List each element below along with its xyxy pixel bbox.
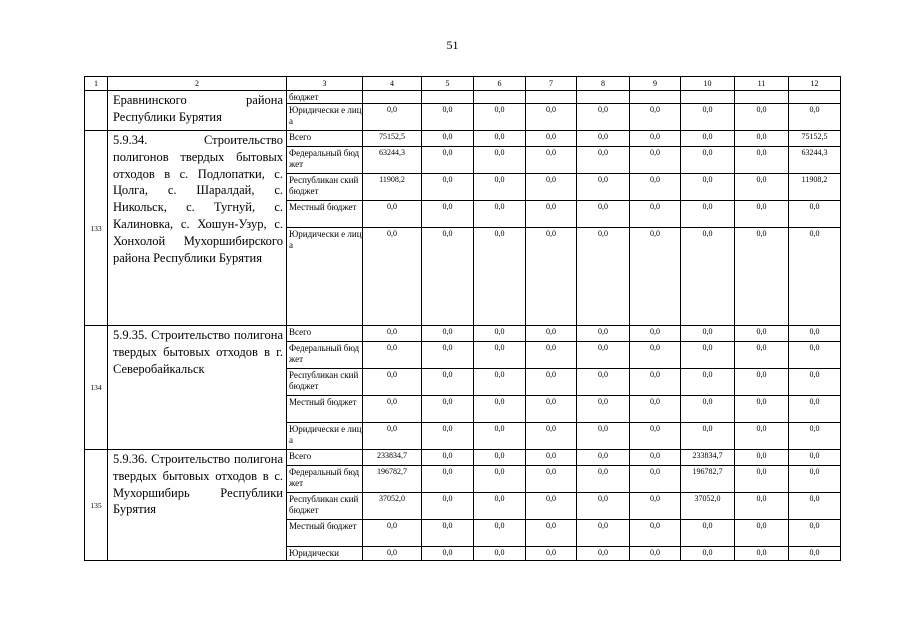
value-cell: 0,0	[681, 520, 735, 547]
value-cell: 0,0	[630, 228, 681, 326]
value-cell: 0,0	[474, 547, 526, 561]
value-cell: 0,0	[735, 450, 789, 466]
funding-source: Республикан ский бюджет	[287, 369, 363, 396]
value-cell: 0,0	[789, 228, 841, 326]
value-cell: 0,0	[526, 201, 577, 228]
value-cell: 0,0	[789, 493, 841, 520]
value-cell: 0,0	[526, 466, 577, 493]
value-cell: 0,0	[474, 201, 526, 228]
value-cell: 0,0	[363, 228, 422, 326]
value-cell: 0,0	[526, 131, 577, 147]
header-cell: 1	[85, 77, 108, 91]
value-cell: 0,0	[577, 520, 630, 547]
value-cell: 0,0	[630, 493, 681, 520]
value-cell: 0,0	[363, 104, 422, 131]
page-number: 51	[446, 38, 459, 52]
value-cell: 0,0	[577, 396, 630, 423]
value-cell: 0,0	[735, 147, 789, 174]
value-cell: 75152,5	[789, 131, 841, 147]
value-cell	[526, 91, 577, 104]
funding-source: Республикан ский бюджет	[287, 493, 363, 520]
measure-name: Еравнинского района Республики Бурятия	[113, 93, 283, 124]
value-cell: 0,0	[577, 228, 630, 326]
value-cell: 0,0	[735, 201, 789, 228]
value-cell: 0,0	[735, 493, 789, 520]
value-cell: 0,0	[577, 493, 630, 520]
table-row	[85, 91, 841, 104]
value-cell: 233834,7	[363, 450, 422, 466]
value-cell: 0,0	[735, 547, 789, 561]
value-cell: 0,0	[474, 466, 526, 493]
value-cell: 0,0	[526, 450, 577, 466]
value-cell: 0,0	[422, 493, 474, 520]
value-cell: 0,0	[526, 326, 577, 342]
value-cell: 0,0	[789, 369, 841, 396]
value-cell: 0,0	[577, 104, 630, 131]
value-cell: 0,0	[789, 326, 841, 342]
table-row	[85, 131, 841, 147]
value-cell: 0,0	[422, 547, 474, 561]
funding-source: Всего	[287, 131, 363, 147]
header-row	[85, 77, 841, 91]
value-cell: 0,0	[789, 342, 841, 369]
header-cell: 2	[108, 77, 287, 91]
value-cell: 0,0	[735, 520, 789, 547]
value-cell	[577, 91, 630, 104]
value-cell: 75152,5	[363, 131, 422, 147]
value-cell: 0,0	[630, 326, 681, 342]
value-cell: 0,0	[681, 147, 735, 174]
measure-name: 5.9.36. Строительство полигона твердых бытовых отходов в с. Мухоршибирь Республики Бурятия	[113, 452, 283, 517]
measure-name-cell	[108, 91, 287, 131]
value-cell: 0,0	[526, 104, 577, 131]
value-cell: 0,0	[577, 547, 630, 561]
value-cell: 0,0	[630, 104, 681, 131]
funding-source: Юридически е лица	[287, 423, 363, 450]
table-row	[85, 450, 841, 466]
measure-name: 5.9.34. Строительство полигонов твердых бытовых отходов в с. Подлопатки, с. Цолга, с. Шаралдай, с. Никольск, с. Тугнуй, с. Калиновка, с. Хошун-Узур, с. Хонхолой Мухоршибирского района Республики Бурятия	[113, 133, 283, 265]
value-cell: 0,0	[422, 326, 474, 342]
header-cell: 11	[735, 77, 789, 91]
value-cell: 0,0	[422, 423, 474, 450]
value-cell: 0,0	[474, 104, 526, 131]
value-cell: 0,0	[422, 396, 474, 423]
measure-name-cell	[108, 131, 287, 326]
value-cell: 0,0	[630, 466, 681, 493]
value-cell: 0,0	[474, 342, 526, 369]
value-cell: 0,0	[422, 369, 474, 396]
value-cell: 0,0	[630, 201, 681, 228]
value-cell: 0,0	[735, 228, 789, 326]
value-cell	[474, 91, 526, 104]
value-cell: 0,0	[735, 174, 789, 201]
value-cell: 0,0	[735, 369, 789, 396]
value-cell: 0,0	[681, 104, 735, 131]
value-cell: 0,0	[363, 342, 422, 369]
header-cell: 3	[287, 77, 363, 91]
funding-source: Местный бюджет	[287, 396, 363, 423]
value-cell: 0,0	[630, 342, 681, 369]
value-cell: 0,0	[422, 342, 474, 369]
value-cell	[681, 91, 735, 104]
value-cell: 0,0	[474, 131, 526, 147]
value-cell: 0,0	[422, 174, 474, 201]
measure-name-cell	[108, 326, 287, 450]
value-cell: 37052,0	[363, 493, 422, 520]
value-cell: 0,0	[422, 450, 474, 466]
funding-source: Юридически е лица	[287, 104, 363, 131]
header-cell: 7	[526, 77, 577, 91]
value-cell: 0,0	[735, 326, 789, 342]
value-cell	[630, 91, 681, 104]
value-cell: 0,0	[789, 104, 841, 131]
value-cell: 196782,7	[681, 466, 735, 493]
value-cell: 0,0	[789, 547, 841, 561]
value-cell: 0,0	[735, 131, 789, 147]
value-cell: 0,0	[630, 547, 681, 561]
value-cell: 0,0	[789, 520, 841, 547]
value-cell: 0,0	[474, 493, 526, 520]
value-cell: 0,0	[363, 326, 422, 342]
value-cell: 0,0	[577, 147, 630, 174]
funding-source: Местный бюджет	[287, 520, 363, 547]
value-cell: 0,0	[789, 201, 841, 228]
value-cell: 37052,0	[681, 493, 735, 520]
row-number: 135	[85, 450, 108, 561]
value-cell: 0,0	[474, 147, 526, 174]
funding-source: Всего	[287, 326, 363, 342]
value-cell: 0,0	[630, 131, 681, 147]
funding-source: Федеральный бюджет	[287, 342, 363, 369]
value-cell: 0,0	[577, 369, 630, 396]
value-cell: 0,0	[422, 466, 474, 493]
value-cell: 0,0	[735, 342, 789, 369]
budget-table	[84, 76, 841, 561]
value-cell: 0,0	[577, 201, 630, 228]
value-cell: 0,0	[735, 104, 789, 131]
value-cell: 0,0	[474, 326, 526, 342]
table-row	[85, 326, 841, 342]
value-cell: 0,0	[526, 174, 577, 201]
value-cell: 0,0	[422, 520, 474, 547]
header-cell: 5	[422, 77, 474, 91]
value-cell: 0,0	[474, 520, 526, 547]
value-cell	[363, 91, 422, 104]
row-number: 134	[85, 326, 108, 450]
value-cell: 0,0	[789, 466, 841, 493]
value-cell: 0,0	[577, 423, 630, 450]
funding-source: Всего	[287, 450, 363, 466]
value-cell: 0,0	[577, 466, 630, 493]
value-cell: 0,0	[681, 423, 735, 450]
value-cell: 0,0	[630, 423, 681, 450]
header-cell: 4	[363, 77, 422, 91]
value-cell: 0,0	[577, 342, 630, 369]
measure-name-cell	[108, 450, 287, 561]
value-cell: 11908,2	[363, 174, 422, 201]
value-cell: 0,0	[630, 396, 681, 423]
value-cell: 0,0	[422, 131, 474, 147]
header-cell: 6	[474, 77, 526, 91]
value-cell: 0,0	[735, 396, 789, 423]
funding-source: Федеральный бюджет	[287, 147, 363, 174]
value-cell: 0,0	[363, 547, 422, 561]
value-cell: 0,0	[422, 147, 474, 174]
header-cell: 9	[630, 77, 681, 91]
value-cell: 0,0	[526, 520, 577, 547]
value-cell: 0,0	[526, 396, 577, 423]
value-cell: 0,0	[474, 228, 526, 326]
value-cell: 0,0	[526, 547, 577, 561]
value-cell: 0,0	[681, 228, 735, 326]
value-cell: 0,0	[630, 450, 681, 466]
value-cell	[422, 91, 474, 104]
value-cell: 0,0	[681, 131, 735, 147]
value-cell: 11908,2	[789, 174, 841, 201]
value-cell: 0,0	[630, 174, 681, 201]
measure-name: 5.9.35. Строительство полигона твердых бытовых отходов в г. Северобайкальск	[113, 328, 283, 376]
value-cell: 63244,3	[363, 147, 422, 174]
funding-source: Федеральный бюджет	[287, 466, 363, 493]
value-cell: 0,0	[681, 201, 735, 228]
value-cell	[735, 91, 789, 104]
value-cell: 0,0	[681, 342, 735, 369]
funding-source: бюджет	[287, 91, 363, 104]
funding-source: Местный бюджет	[287, 201, 363, 228]
value-cell: 0,0	[630, 520, 681, 547]
value-cell: 0,0	[681, 396, 735, 423]
value-cell: 0,0	[526, 147, 577, 174]
value-cell: 0,0	[789, 450, 841, 466]
value-cell: 0,0	[526, 228, 577, 326]
value-cell: 0,0	[681, 547, 735, 561]
value-cell: 0,0	[735, 466, 789, 493]
header-cell: 10	[681, 77, 735, 91]
value-cell: 0,0	[526, 423, 577, 450]
value-cell: 63244,3	[789, 147, 841, 174]
value-cell: 0,0	[681, 326, 735, 342]
funding-source: Юридически	[287, 547, 363, 561]
value-cell: 0,0	[363, 423, 422, 450]
value-cell: 0,0	[363, 520, 422, 547]
value-cell: 0,0	[474, 423, 526, 450]
value-cell: 0,0	[577, 326, 630, 342]
value-cell: 0,0	[363, 396, 422, 423]
value-cell: 0,0	[422, 201, 474, 228]
value-cell: 0,0	[474, 396, 526, 423]
header-cell: 12	[789, 77, 841, 91]
value-cell: 0,0	[681, 369, 735, 396]
value-cell: 0,0	[577, 450, 630, 466]
value-cell	[789, 91, 841, 104]
value-cell: 0,0	[363, 369, 422, 396]
value-cell: 0,0	[422, 228, 474, 326]
value-cell: 0,0	[526, 369, 577, 396]
funding-source: Республикан ский бюджет	[287, 174, 363, 201]
row-number: 133	[85, 131, 108, 326]
row-number	[85, 91, 108, 131]
value-cell: 0,0	[474, 450, 526, 466]
value-cell: 0,0	[526, 342, 577, 369]
value-cell: 0,0	[577, 131, 630, 147]
value-cell: 0,0	[789, 396, 841, 423]
funding-source: Юридически е лица	[287, 228, 363, 326]
value-cell: 0,0	[422, 104, 474, 131]
header-cell: 8	[577, 77, 630, 91]
value-cell: 0,0	[474, 174, 526, 201]
value-cell: 196782,7	[363, 466, 422, 493]
value-cell: 0,0	[474, 369, 526, 396]
value-cell: 0,0	[630, 369, 681, 396]
value-cell: 0,0	[735, 423, 789, 450]
value-cell: 0,0	[681, 174, 735, 201]
value-cell: 0,0	[363, 201, 422, 228]
value-cell: 0,0	[630, 147, 681, 174]
value-cell: 233834,7	[681, 450, 735, 466]
value-cell: 0,0	[577, 174, 630, 201]
value-cell: 0,0	[526, 493, 577, 520]
value-cell: 0,0	[789, 423, 841, 450]
